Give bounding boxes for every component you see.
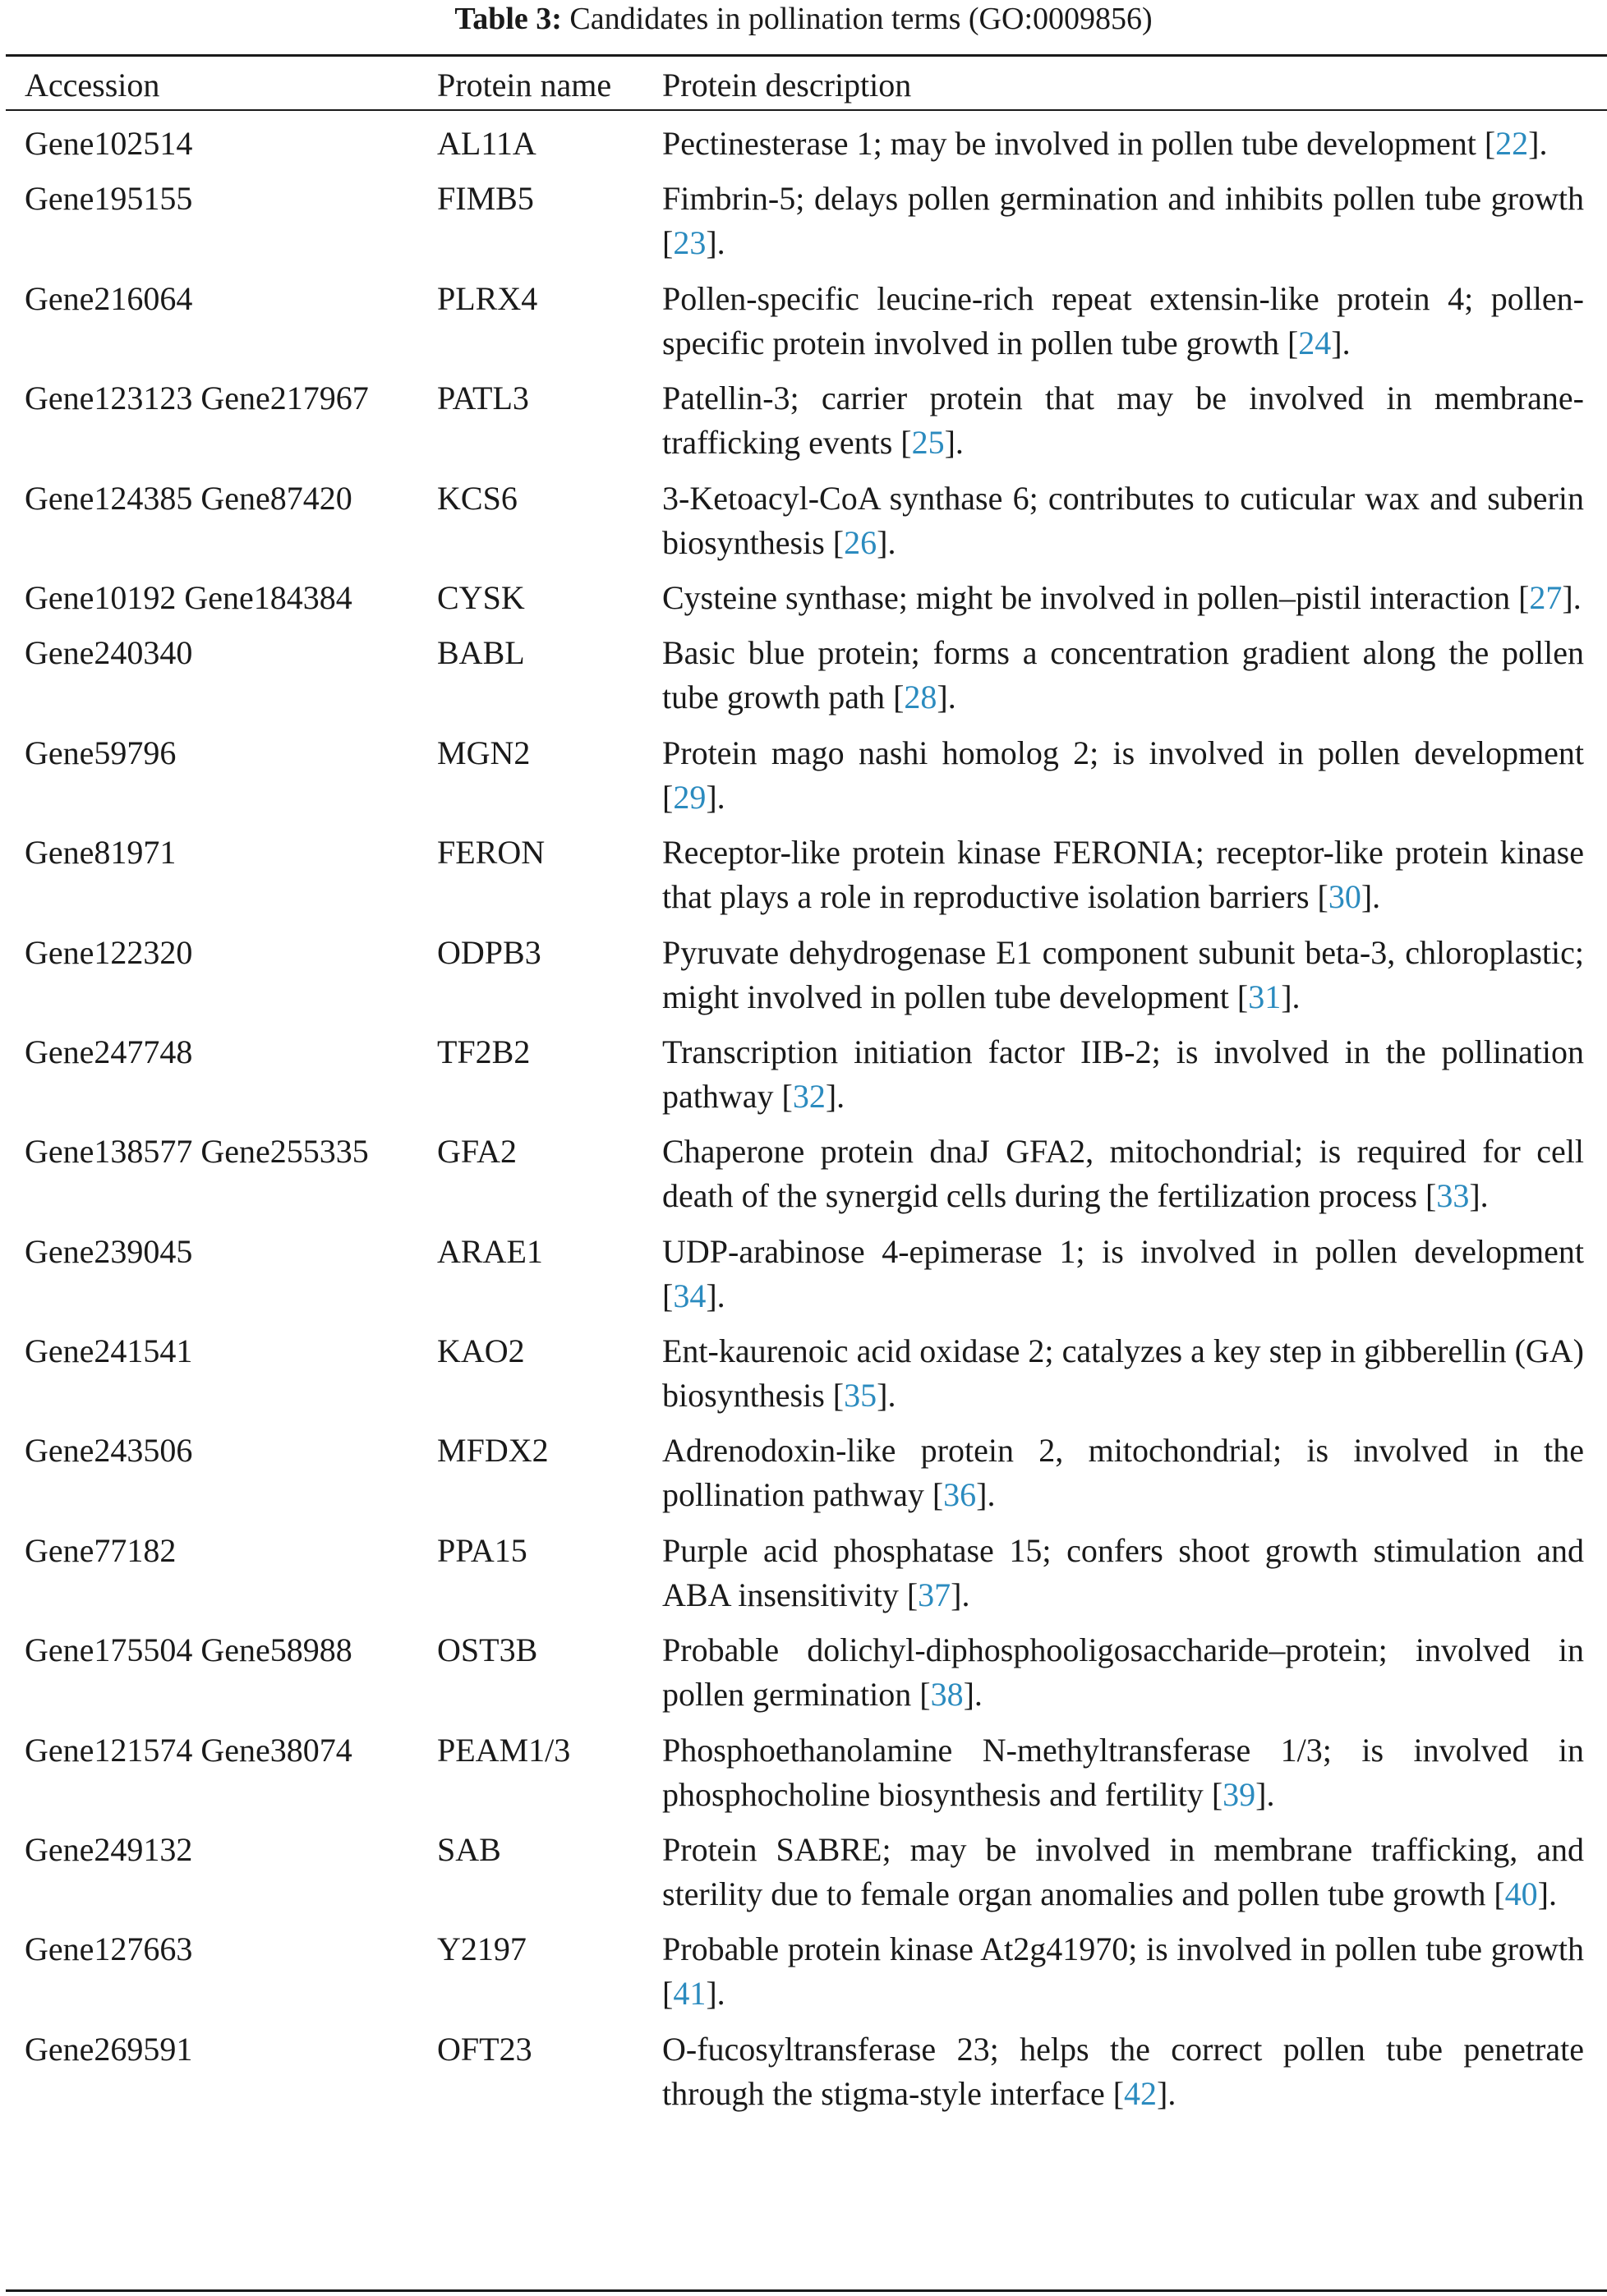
protein-name-cell: AL11A: [437, 125, 536, 162]
description-text: Receptor-like protein kinase FERONIA; receptor-like protein kinase that plays a role in reproductive isolation barriers: [662, 834, 1584, 916]
description-text: 3-Ketoacyl-CoA synthase 6; contributes to cuticular wax and suberin biosynthesis: [662, 479, 1584, 561]
accession-cell: Gene59796: [25, 734, 177, 771]
table-row: [0, 1927, 1607, 2016]
description-text: Pyruvate dehydrogenase E1 component subunit beta-3, chloroplastic; might involved in pollen tube development: [662, 933, 1584, 1015]
accession-cell: Gene124385 Gene87420: [25, 479, 352, 517]
accession-cell: Gene195155: [25, 180, 193, 218]
citation-link[interactable]: 22: [1495, 125, 1529, 162]
description-text: Purple acid phosphatase 15; confers shoot growth stimulation and ABA insensitivity: [662, 1531, 1584, 1613]
description-text: Fimbrin-5; delays pollen germination and inhibits pollen tube growth: [662, 180, 1584, 218]
protein-name-cell: OFT23: [437, 2030, 532, 2068]
description-text: UDP-arabinose 4-epimerase 1; is involved in pollen development: [662, 1232, 1584, 1270]
description-text: Protein SABRE; may be involved in membrane trafficking, and sterility due to female organ anomalies and pollen tube growth: [662, 1831, 1584, 1913]
table-row: [0, 1529, 1607, 1617]
description-text: Chaperone protein dnaJ GFA2, mitochondrial; is required for cell death of the synergid cells during the fertilization process: [662, 1133, 1584, 1215]
protein-description-cell: O-fucosyltransferase 23; helps the correct pollen tube penetrate through the stigma-style interface [42].: [662, 2030, 1584, 2112]
protein-description-cell: Phosphoethanolamine N-methyltransferase 1/3; is involved in phosphocholine biosynthesis and fertility [39].: [662, 1731, 1584, 1813]
table-row: [0, 831, 1607, 919]
accession-cell: Gene249132: [25, 1831, 193, 1869]
table-row: [0, 2027, 1607, 2116]
protein-name-cell: PPA15: [437, 1531, 527, 1569]
protein-name-cell: MGN2: [437, 734, 531, 771]
protein-name-cell: FIMB5: [437, 180, 534, 218]
protein-name-cell: KCS6: [437, 479, 518, 517]
table-row: [0, 122, 1607, 166]
protein-name-cell: ODPB3: [437, 933, 541, 971]
table-row: [0, 1828, 1607, 1916]
table-row: [0, 631, 1607, 720]
protein-description-cell: Receptor-like protein kinase FERONIA; receptor-like protein kinase that plays a role in reproductive isolation barriers [30].: [662, 834, 1584, 916]
description-text: Pollen-specific leucine-rich repeat extensin-like protein 4; pollen-specific protein involved in pollen tube growth: [662, 279, 1584, 361]
header-protein-description: Protein description: [662, 67, 912, 104]
table-row: [0, 931, 1607, 1019]
table-row: [0, 731, 1607, 820]
accession-cell: Gene123123 Gene217967: [25, 380, 369, 417]
description-text: Cysteine synthase; might be involved in pollen–pistil interaction: [662, 578, 1511, 616]
table-row: [0, 1728, 1607, 1817]
protein-description-cell: Pollen-specific leucine-rich repeat extensin-like protein 4; pollen-specific protein involved in pollen tube growth [24].: [662, 279, 1584, 361]
protein-name-cell: BABL: [437, 634, 525, 672]
protein-description-cell: Chaperone protein dnaJ GFA2, mitochondrial; is required for cell death of the synergid cells during the fertilization process [33].: [662, 1133, 1584, 1215]
table-caption-text: Candidates in pollination terms (GO:0009856): [569, 2, 1153, 36]
table-row: [0, 1030, 1607, 1119]
table-row: [0, 1329, 1607, 1418]
accession-cell: Gene102514: [25, 125, 193, 162]
protein-description-cell: Probable protein kinase At2g41970; is involved in pollen tube growth [41].: [662, 1930, 1584, 2013]
citation-link[interactable]: 29: [673, 778, 707, 816]
protein-name-cell: FERON: [437, 834, 546, 872]
citation-link[interactable]: 31: [1248, 978, 1282, 1015]
table-header-rule: [6, 109, 1607, 111]
accession-cell: Gene77182: [25, 1531, 177, 1569]
accession-cell: Gene243506: [25, 1432, 193, 1470]
table-row: [0, 1628, 1607, 1717]
description-text: O-fucosyltransferase 23; helps the correct pollen tube penetrate through the stigma-style interface: [662, 2030, 1584, 2112]
protein-name-cell: CYSK: [437, 578, 525, 616]
citation-link[interactable]: 33: [1436, 1177, 1470, 1215]
citation-link[interactable]: 23: [673, 224, 707, 262]
protein-name-cell: Y2197: [437, 1930, 527, 1968]
table-top-rule: [6, 54, 1607, 57]
citation-link[interactable]: 35: [844, 1377, 877, 1415]
citation-link[interactable]: 36: [943, 1476, 977, 1514]
protein-name-cell: KAO2: [437, 1332, 525, 1370]
protein-description-cell: Protein SABRE; may be involved in membrane trafficking, and sterility due to female organ anomalies and pollen tube growth [40].: [662, 1831, 1584, 1913]
description-text: Transcription initiation factor IIB-2; is involved in the pollination pathway: [662, 1033, 1584, 1115]
accession-cell: Gene216064: [25, 279, 193, 317]
citation-link[interactable]: 41: [673, 1975, 707, 2013]
table-row: [0, 476, 1607, 565]
table-body: [0, 122, 1607, 2127]
table-row: [0, 1130, 1607, 1218]
citation-link[interactable]: 27: [1529, 578, 1563, 616]
protein-description-cell: Probable dolichyl-diphosphooligosaccharide–protein; involved in pollen germination [38].: [662, 1631, 1584, 1714]
protein-name-cell: MFDX2: [437, 1432, 549, 1470]
accession-cell: Gene122320: [25, 933, 193, 971]
protein-name-cell: GFA2: [437, 1133, 518, 1171]
description-text: Basic blue protein; forms a concentration gradient along the pollen tube growth path: [662, 634, 1584, 716]
protein-description-cell: Transcription initiation factor IIB-2; is involved in the pollination pathway [32].: [662, 1033, 1584, 1115]
citation-link[interactable]: 37: [918, 1576, 951, 1613]
accession-cell: Gene121574 Gene38074: [25, 1731, 352, 1769]
accession-cell: Gene241541: [25, 1332, 193, 1370]
protein-name-cell: PEAM1/3: [437, 1731, 571, 1769]
table-row: [0, 1429, 1607, 1517]
protein-name-cell: OST3B: [437, 1631, 538, 1669]
description-text: Adrenodoxin-like protein 2, mitochondrial; is involved in the pollination pathway: [662, 1432, 1584, 1514]
citation-link[interactable]: 25: [911, 424, 945, 462]
protein-name-cell: SAB: [437, 1831, 501, 1869]
citation-link[interactable]: 32: [792, 1077, 826, 1115]
protein-description-cell: Ent-kaurenoic acid oxidase 2; catalyzes a key step in gibberellin (GA) biosynthesis [35].: [662, 1332, 1584, 1415]
protein-name-cell: ARAE1: [437, 1232, 543, 1270]
description-text: Probable protein kinase At2g41970; is involved in pollen tube growth: [662, 1930, 1584, 1968]
protein-description-cell: Pyruvate dehydrogenase E1 component subunit beta-3, chloroplastic; might involved in pollen tube development [31].: [662, 933, 1584, 1015]
description-text: Pectinesterase 1; may be involved in pollen tube development: [662, 125, 1476, 162]
accession-cell: Gene175504 Gene58988: [25, 1631, 352, 1669]
accession-cell: Gene138577 Gene255335: [25, 1133, 369, 1171]
accession-cell: Gene127663: [25, 1930, 193, 1968]
table-row: [0, 277, 1607, 366]
table-row: [0, 1230, 1607, 1318]
header-accession: Accession: [25, 67, 160, 104]
accession-cell: Gene247748: [25, 1033, 193, 1070]
table-row: [0, 576, 1607, 620]
citation-link[interactable]: 34: [673, 1277, 707, 1314]
header-protein-name: Protein name: [437, 67, 612, 104]
accession-cell: Gene81971: [25, 834, 177, 872]
accession-cell: Gene239045: [25, 1232, 193, 1270]
protein-description-cell: Cysteine synthase; might be involved in pollen–pistil interaction [27].: [662, 578, 1582, 616]
table-caption: [0, 0, 1607, 43]
citation-link[interactable]: 26: [844, 523, 877, 561]
citation-link[interactable]: 40: [1504, 1875, 1538, 1913]
description-text: Probable dolichyl-diphosphooligosaccharide–protein; involved in pollen germination: [662, 1631, 1584, 1714]
accession-cell: Gene240340: [25, 634, 193, 672]
citation-link[interactable]: 28: [904, 679, 937, 716]
table-bottom-rule: [6, 2289, 1607, 2292]
description-text: Phosphoethanolamine N-methyltransferase 1/3; is involved in phosphocholine biosynthesis and fertility: [662, 1731, 1584, 1813]
citation-link[interactable]: 24: [1298, 324, 1332, 361]
citation-link[interactable]: 39: [1223, 1775, 1256, 1813]
description-text: Ent-kaurenoic acid oxidase 2; catalyzes a key step in gibberellin (GA) biosynthesis: [662, 1332, 1584, 1415]
protein-description-cell: Protein mago nashi homolog 2; is involved in pollen development [29].: [662, 734, 1584, 816]
protein-description-cell: Purple acid phosphatase 15; confers shoot growth stimulation and ABA insensitivity [37].: [662, 1531, 1584, 1613]
protein-description-cell: Fimbrin-5; delays pollen germination and inhibits pollen tube growth [23].: [662, 180, 1584, 262]
description-text: Patellin-3; carrier protein that may be involved in membrane-trafficking events: [662, 380, 1584, 462]
citation-link[interactable]: 38: [930, 1676, 964, 1714]
table-row: [0, 376, 1607, 465]
protein-name-cell: TF2B2: [437, 1033, 531, 1070]
protein-description-cell: Adrenodoxin-like protein 2, mitochondrial; is involved in the pollination pathway [36].: [662, 1432, 1584, 1514]
description-text: Protein mago nashi homolog 2; is involved in pollen development: [662, 734, 1584, 771]
protein-name-cell: PLRX4: [437, 279, 538, 317]
protein-description-cell: Pectinesterase 1; may be involved in pollen tube development [22].: [662, 125, 1548, 162]
table-caption-label: Table 3:: [454, 2, 562, 36]
accession-cell: Gene10192 Gene184384: [25, 578, 352, 616]
citation-link[interactable]: 30: [1328, 878, 1361, 916]
accession-cell: Gene269591: [25, 2030, 193, 2068]
protein-description-cell: Patellin-3; carrier protein that may be involved in membrane-trafficking events [25].: [662, 380, 1584, 462]
protein-name-cell: PATL3: [437, 380, 529, 417]
table-header: [0, 62, 1607, 108]
protein-description-cell: Basic blue protein; forms a concentration gradient along the pollen tube growth path [28].: [662, 634, 1584, 716]
citation-link[interactable]: 42: [1124, 2074, 1158, 2112]
table-row: [0, 177, 1607, 265]
protein-description-cell: UDP-arabinose 4-epimerase 1; is involved in pollen development [34].: [662, 1232, 1584, 1314]
protein-description-cell: 3-Ketoacyl-CoA synthase 6; contributes to cuticular wax and suberin biosynthesis [26].: [662, 479, 1584, 561]
